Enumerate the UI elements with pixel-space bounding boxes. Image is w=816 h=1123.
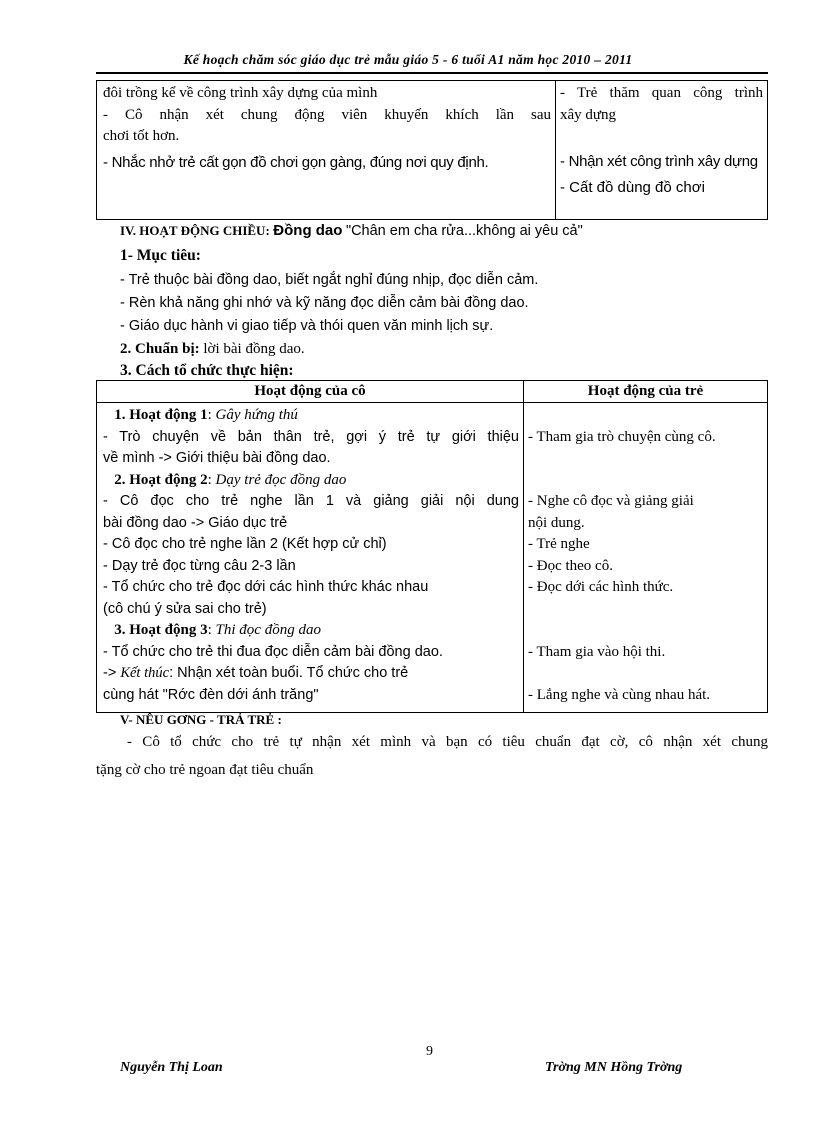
activity-1-title: Gây hứng thú (215, 407, 298, 423)
continuation-right-line: - Trẻ thăm quan công trình (560, 85, 763, 101)
objective-item: - Giáo dục hành vi giao tiếp và thói quen văn minh lịch sự. (120, 318, 494, 334)
continuation-right-line: xây dựng (560, 106, 617, 123)
activity-2-line: - Dạy trẻ đọc từng câu 2-3 lần (103, 557, 296, 574)
organization-heading: 3. Cách tổ chức thực hiện: (120, 362, 294, 379)
continuation-left-line: đôi trồng kể về công trình xây dựng của mình (103, 85, 378, 101)
children-column-header: Hoạt động của trẻ (524, 381, 768, 403)
preparation-heading: 2. Chuẩn bị: (120, 341, 200, 357)
continuation-left-line: - Cô nhận xét chung động viên khuyến khích lần sau (103, 106, 551, 123)
footer-author: Nguyễn Thị Loan (120, 1060, 223, 1075)
activity-2-line: bài đồng dao -> Giáo dục trẻ (103, 514, 288, 531)
activity-1-heading: 1. Hoạt động 1: Gây hứng thú (114, 407, 298, 423)
activity-3-title: Thi đọc đồng dao (215, 622, 321, 638)
preparation-text: lời bài đồng dao. (203, 341, 305, 357)
activity-2-line: (cô chú ý sửa sai cho trẻ) (103, 600, 267, 617)
objective-item: - Trẻ thuộc bài đồng dao, biết ngắt nghỉ đúng nhịp, đọc diễn cảm. (120, 272, 539, 288)
section-5-heading: V- NÊU GƠNG - TRẢ TRẺ : (120, 712, 282, 727)
section-4-heading (120, 222, 583, 240)
section-4-subtitle: "Chân em cha rửa...không ai yêu cả" (345, 223, 583, 239)
activity-2-label: 2. Hoạt động 2 (114, 471, 208, 488)
conclusion-child: - Lắng nghe và cùng nhau hát. (528, 686, 711, 703)
children-activities-cell (524, 403, 768, 713)
activity-2-child: - Nghe cô đọc và giảng giải (528, 493, 694, 509)
continuation-right-line: - Cất đồ dùng đồ chơi (560, 178, 705, 196)
activity-2-title: Dạy trẻ đọc đồng dao (215, 471, 347, 488)
section-4-title: Đồng dao (273, 222, 343, 239)
teacher-activities-cell (97, 403, 524, 713)
conclusion-text: : Nhận xét toàn buổi. Tổ chức cho trẻ (169, 665, 409, 681)
page-header-title: Kế hoạch chăm sóc giáo dục trẻ mẫu giáo 5 - 6 tuổi A1 năm học 2010 – 2011 (183, 52, 633, 67)
activity-2-line: - Cô đọc cho trẻ nghe lần 2 (Kết hợp cử chỉ) (103, 536, 387, 552)
activity-1-line: - Trò chuyện về bản thân trẻ, gợi ý trẻ tự giới thiệu (103, 428, 519, 445)
continuation-right-line: - Nhận xét công trình xây dựng (560, 153, 758, 170)
conclusion-line-2: cùng hát "Rớc đèn dới ánh trăng" (103, 686, 319, 703)
preparation-line (120, 341, 305, 358)
conclusion-line (103, 663, 519, 685)
activity-2-line: - Cô đọc cho trẻ nghe lần 1 và giảng giải nội dung (103, 493, 519, 509)
footer-school: Trờng MN Hồng Trờng (545, 1060, 683, 1075)
activity-2-child: - Đọc dới các hình thức. (528, 579, 674, 595)
continuation-child-cell (556, 81, 768, 220)
activity-3-label: 3. Hoạt động 3 (114, 622, 208, 638)
section-5-line: - Cô tổ chức cho trẻ tự nhận xét mình và bạn có tiêu chuẩn đạt cờ, cô nhận xét chung (96, 734, 768, 750)
continuation-left-line: - Nhắc nhở trẻ cất gọn đồ chơi gọn gàng, đúng nơi quy định. (103, 153, 489, 171)
activity-2-line: - Tổ chức cho trẻ đọc dới các hình thức khác nhau (103, 579, 429, 595)
objectives-heading: 1- Mục tiêu: (120, 247, 201, 264)
continuation-left-line: chơi tốt hơn. (103, 128, 180, 144)
conclusion-prefix: -> (103, 665, 117, 681)
activity-1-line: về mình -> Giới thiệu bài đồng dao. (103, 450, 331, 466)
activity-2-child: nội dung. (528, 514, 585, 531)
section-5-line: tặng cờ cho trẻ ngoan đạt tiêu chuẩn (96, 762, 314, 778)
activity-table (96, 380, 768, 713)
activity-3-child: - Tham gia vào hội thi. (528, 643, 666, 660)
objective-item: - Rèn khả năng ghi nhớ và kỹ năng đọc diễn cảm bài đồng dao. (120, 295, 529, 311)
page-number: 9 (426, 1044, 433, 1059)
continuation-teacher-cell (97, 81, 556, 220)
activity-1-child: - Tham gia trò chuyện cùng cô. (528, 428, 716, 445)
conclusion-label: Kết thúc (120, 665, 170, 681)
activity-3-heading: 3. Hoạt động 3: Thi đọc đồng dao (114, 622, 321, 638)
section-4-label: IV. HOẠT ĐỘNG CHIỀU: (120, 223, 270, 238)
activity-2-heading: 2. Hoạt động 2: Dạy trẻ đọc đồng dao (114, 471, 347, 488)
teacher-column-header: Hoạt động của cô (97, 381, 524, 403)
activity-1-label: 1. Hoạt động 1 (114, 407, 208, 423)
activity-2-child: - Đọc theo cô. (528, 557, 613, 574)
activity-3-line: - Tổ chức cho trẻ thi đua đọc diễn cảm bài đồng dao. (103, 643, 443, 660)
header-divider (96, 72, 768, 74)
activity-2-child: - Trẻ nghe (528, 536, 590, 552)
continuation-table (96, 80, 768, 220)
